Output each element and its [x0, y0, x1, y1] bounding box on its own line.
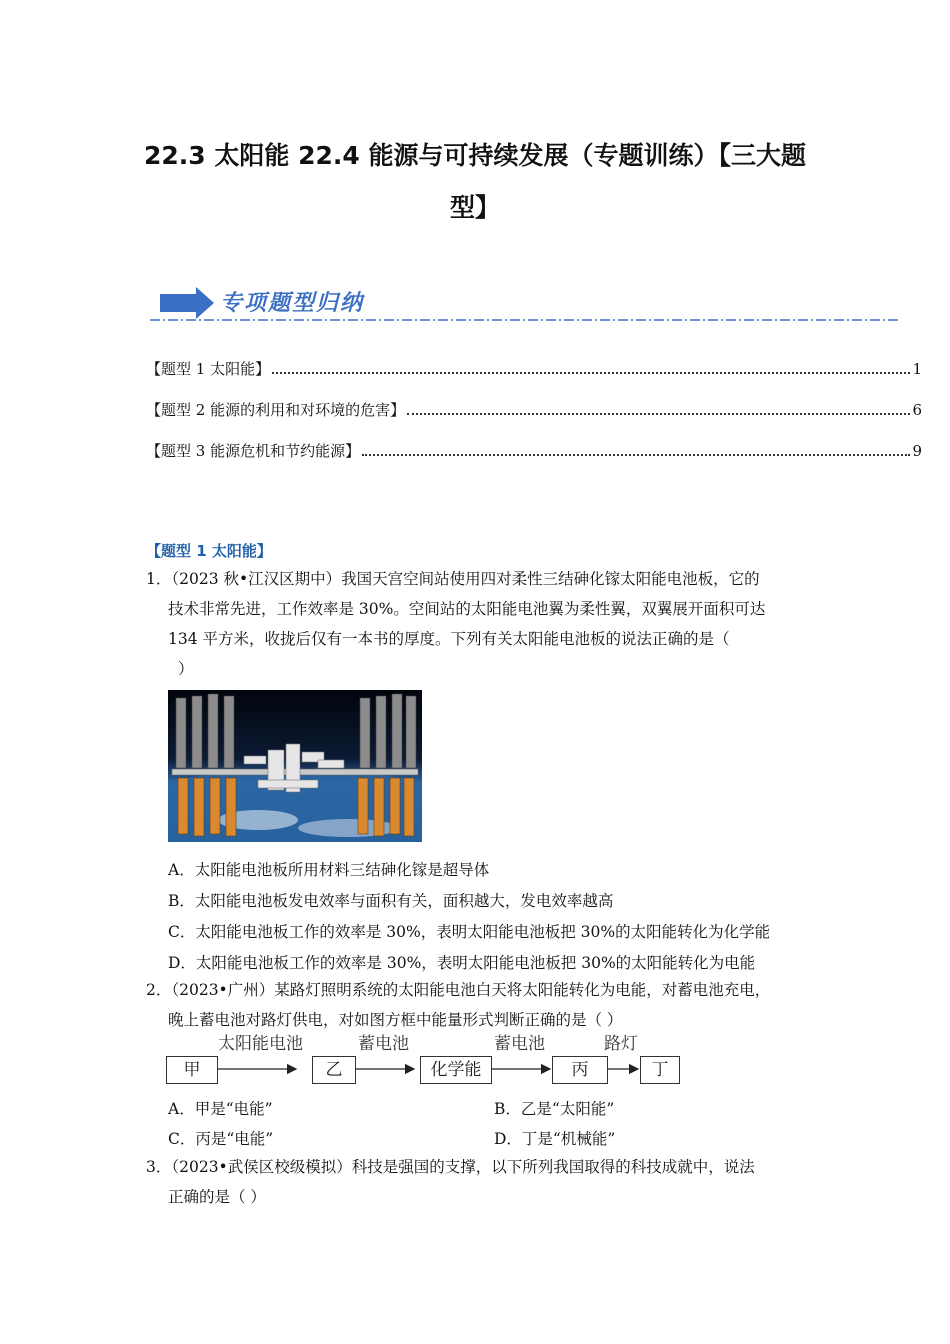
toc-item-3[interactable]	[146, 440, 922, 461]
flow-label-battery-2: 蓄电池	[494, 1034, 545, 1054]
q3-line-2: 正确的是（ ）	[168, 1188, 266, 1206]
toc-label: 【题型 2 能源的利用和对环境的危害】	[146, 401, 406, 419]
q1-option-d[interactable]: D．太阳能电池板工作的效率是 30%，表明太阳能电池板把 30%的太阳能转化为电能	[168, 954, 756, 972]
section-heading: 【题型 1 太阳能】	[146, 542, 272, 560]
toc-item-1[interactable]	[146, 358, 922, 379]
q1-line-1: 1．（2023 秋•江汉区期中）我国天宫空间站使用四对柔性三结砷化镓太阳能电池板，它的	[146, 570, 760, 588]
flow-box-chemical-energy: 化学能	[420, 1056, 492, 1084]
toc-leader	[362, 454, 910, 456]
toc-leader	[407, 413, 910, 415]
q2-line-2: 晚上蓄电池对路灯供电，对如图方框中能量形式判断正确的是（ ）	[168, 1011, 623, 1029]
toc-page: 9	[912, 442, 922, 460]
toc-leader	[272, 372, 910, 374]
q1-option-c[interactable]: C．太阳能电池板工作的效率是 30%，表明太阳能电池板把 30%的太阳能转化为化学能	[168, 923, 771, 941]
flow-label-solar-cell: 太阳能电池	[218, 1034, 303, 1054]
q1-line-4: ）	[178, 660, 194, 678]
toc-label: 【题型 1 太阳能】	[146, 360, 271, 378]
q1-option-b[interactable]: B．太阳能电池板发电效率与面积有关，面积越大，发电效率越高	[168, 892, 614, 910]
flow-box-jia: 甲	[166, 1056, 218, 1084]
q2-option-b[interactable]: B．乙是“太阳能”	[494, 1100, 615, 1118]
flow-box-ding: 丁	[640, 1056, 680, 1084]
toc-item-2[interactable]	[146, 399, 922, 420]
document-title-line-1: 22.3 太阳能 22.4 能源与可持续发展（专题训练）【三大题	[144, 141, 806, 170]
space-station-image	[168, 690, 422, 842]
q2-option-a[interactable]: A．甲是“电能”	[168, 1100, 273, 1118]
q2-option-d[interactable]: D．丁是“机械能”	[494, 1130, 616, 1148]
flow-label-battery-1: 蓄电池	[358, 1034, 409, 1054]
q2-line-1: 2．（2023•广州）某路灯照明系统的太阳能电池白天将太阳能转化为电能，对蓄电池充电，	[146, 981, 771, 999]
banner-title: 专项题型归纳	[220, 291, 365, 316]
toc-page: 6	[912, 401, 922, 419]
toc-label: 【题型 3 能源危机和节约能源】	[146, 442, 361, 460]
flow-box-bing: 丙	[552, 1056, 608, 1084]
toc-page: 1	[912, 360, 922, 378]
q2-option-c[interactable]: C．丙是“电能”	[168, 1130, 274, 1148]
q1-line-3: 134 平方米，收拢后仅有一本书的厚度。下列有关太阳能电池板的说法正确的是（	[168, 630, 730, 648]
energy-flow-diagram	[166, 1034, 686, 1086]
flow-box-yi: 乙	[312, 1056, 356, 1084]
document-title-line-2: 型】	[449, 193, 500, 222]
q3-line-1: 3．（2023•武侯区校级模拟）科技是强国的支撑，以下所列我国取得的科技成就中，说法	[146, 1158, 755, 1176]
q1-option-a[interactable]: A．太阳能电池板所用材料三结砷化镓是超导体	[168, 861, 490, 879]
section-banner	[148, 282, 903, 326]
q1-line-2: 技术非常先进，工作效率是 30%。空间站的太阳能电池翼为柔性翼，双翼展开面积可达	[168, 600, 766, 618]
flow-label-street-lamp: 路灯	[604, 1034, 638, 1054]
